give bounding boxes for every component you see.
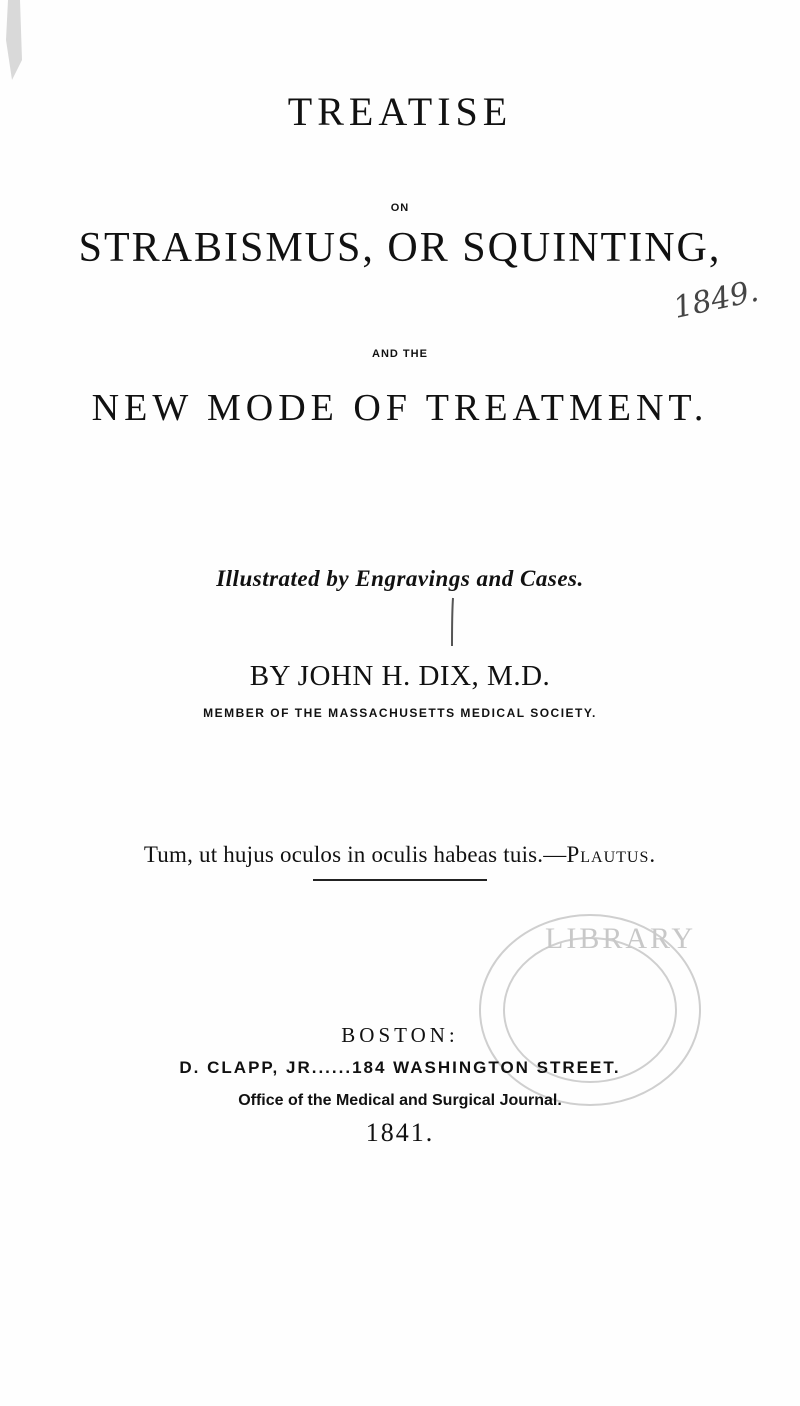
library-stamp-text: LIBRARY xyxy=(545,922,697,955)
pencil-mark xyxy=(452,598,453,646)
author-line: BY JOHN H. DIX, M.D. xyxy=(249,660,551,692)
epigraph-attribution: Plautus. xyxy=(566,842,657,867)
handwritten-note: 1849. xyxy=(670,273,762,326)
epigraph xyxy=(0,842,800,868)
imprint-publisher: D. CLAPP, JR......184 WASHINGTON STREET. xyxy=(179,1058,621,1077)
book-subtitle: NEW MODE OF TREATMENT. xyxy=(91,387,709,429)
book-subject: STRABISMUS, OR SQUINTING, xyxy=(78,225,722,271)
divider-rule xyxy=(313,879,487,881)
margin-smudge xyxy=(6,0,22,80)
connector-on: ON xyxy=(390,202,410,214)
author-membership: MEMBER OF THE MASSACHUSETTS MEDICAL SOCIETY. xyxy=(203,706,597,720)
epigraph-text: Tum, ut hujus oculos in oculis habeas tuis.— xyxy=(143,842,567,867)
book-title: TREATISE xyxy=(287,89,513,134)
imprint-place: BOSTON: xyxy=(341,1023,459,1047)
imprint-office: Office of the Medical and Surgical Journal. xyxy=(238,1092,562,1109)
illustrated-line: Illustrated by Engravings and Cases. xyxy=(216,566,584,591)
connector-and-the: AND THE xyxy=(372,348,428,360)
imprint-year: 1841. xyxy=(365,1118,435,1147)
